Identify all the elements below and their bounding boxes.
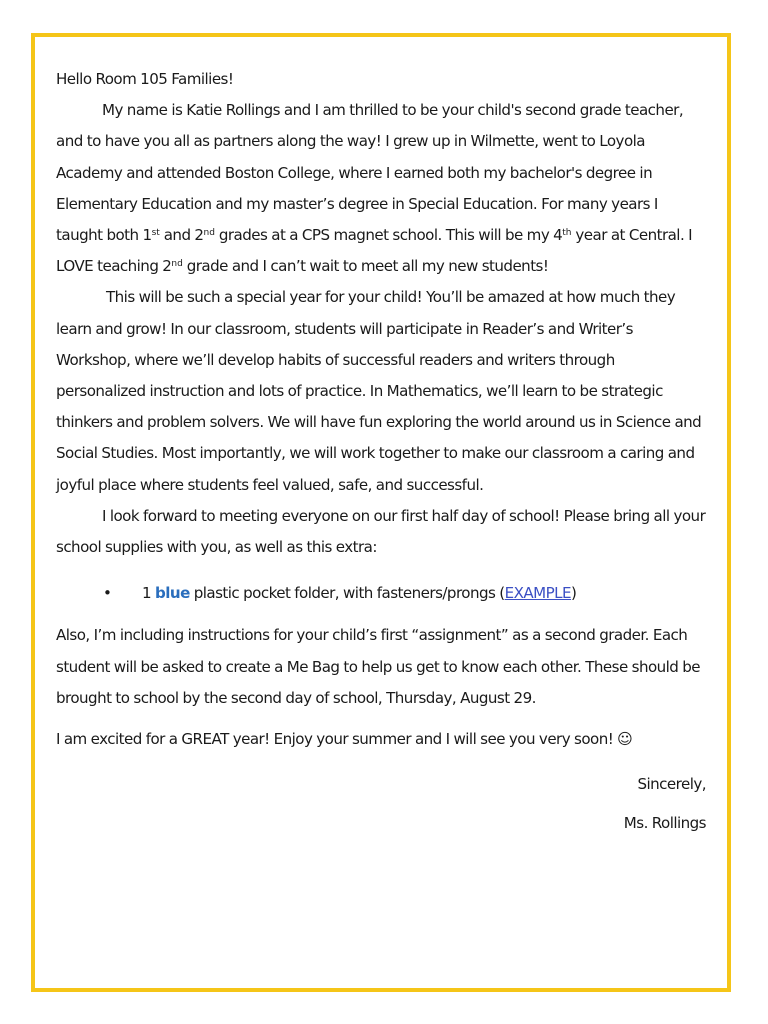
intro-text-e: grade and I can’t wait to meet all my new students! — [182, 257, 549, 276]
ordinal-suffix-2nd-b: nd — [171, 259, 183, 270]
letter-body — [56, 64, 706, 840]
intro-paragraph — [56, 95, 706, 282]
classroom-paragraph: This will be such a special year for your child! You’ll be amazed at how much they learn and grow! In our classroom, students will participate in Reader’s and Writer’s Workshop, where we’ll develop habits of successful readers and writers through personalized instruction and lots of practice. In Mathematics, we’ll learn to be strategic thinkers and problem solvers. We will have fun exploring the world around us in Science and Social Studies. Most importantly, we will work together to make our classroom a caring and joyful place where students feel valued, safe, and successful. — [56, 288, 702, 494]
intro-text-c: grades at a CPS magnet school. This will be my 4 — [214, 226, 563, 245]
ordinal-suffix-1st: st — [151, 228, 160, 239]
assignment-paragraph: Also, I’m including instructions for your child’s first “assignment” as a second grader. Each student will be asked to create a Me Bag to help us get to know each other. These should be brought to school by the second day of school, Thursday, August 29. — [56, 626, 701, 707]
closing-line: Sincerely, — [637, 775, 706, 794]
item-color-word: blue — [155, 584, 190, 603]
intro-text-d: year at Central. I LOVE teaching 2 — [56, 226, 693, 276]
supplies-list — [56, 578, 706, 609]
item-quantity: 1 — [142, 584, 156, 603]
item-description: plastic pocket folder, with fasteners/prongs ( — [189, 584, 505, 603]
example-link[interactable]: EXAMPLE — [504, 584, 572, 603]
signature: Ms. Rollings — [623, 814, 706, 833]
item-close-paren: ) — [571, 584, 577, 603]
list-item — [56, 578, 706, 609]
supplies-paragraph: I look forward to meeting everyone on our first half day of school! Please bring all your school supplies with you, as well as this extra: — [56, 506, 706, 557]
ordinal-suffix-2nd: nd — [203, 228, 215, 239]
bullet-marker: • — [103, 584, 112, 603]
excited-paragraph: I am excited for a GREAT year! Enjoy your summer and I will see you very soon! ☺ — [56, 730, 633, 749]
intro-text-a: My name is Katie Rollings and I am thrilled to be your child's second grade teacher, and to have you all as partners along the way! I grew up in Wilmette, went to Loyola Academy and attended Boston College, where I earned both my bachelor's degree in Elementary Education and my master’s degree in Special Education. For many years I taught both 1 — [56, 101, 684, 245]
intro-text-b: and 2 — [159, 226, 204, 245]
greeting: Hello Room 105 Families! — [56, 70, 234, 88]
ordinal-suffix-4th: th — [562, 228, 572, 239]
